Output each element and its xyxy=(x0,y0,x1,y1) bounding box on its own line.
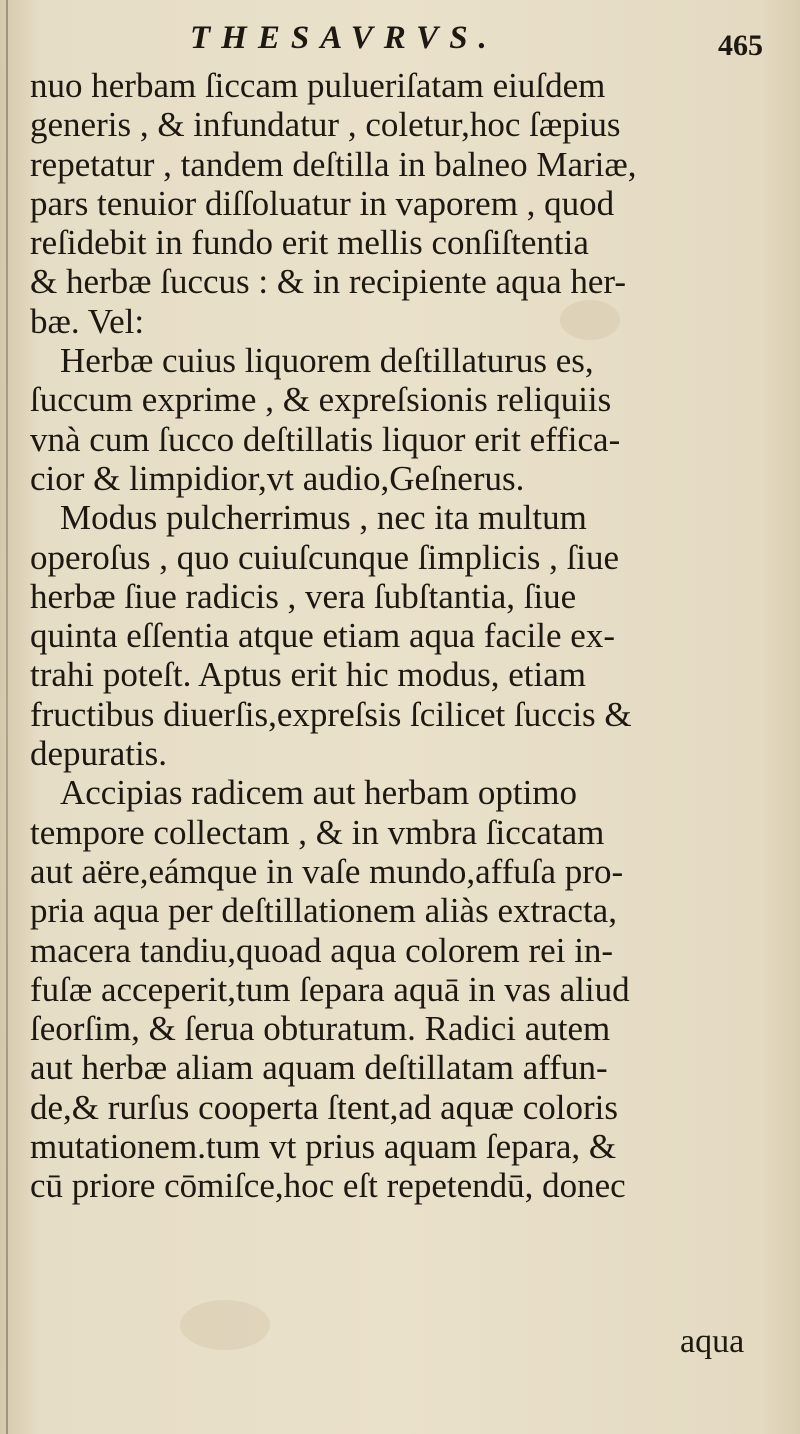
text-line: cior & limpidior,vt audio,Geſnerus. xyxy=(30,458,525,498)
text-line: depuratis. xyxy=(30,734,168,774)
text-line: fructibus diuerſis,expreſsis ſcilicet ſuccis & xyxy=(30,694,632,734)
text-line: tempore collectam , & in vmbra ſiccatam xyxy=(30,812,605,852)
text-line: repetatur , tandem deſtilla in balneo Mariæ, xyxy=(30,144,637,184)
text-line: fuſæ acceperit,tum ſepara aquā in vas aliud xyxy=(30,969,630,1009)
text-line: vnà cum ſucco deſtillatis liquor erit effica- xyxy=(30,419,621,459)
running-title: THESAVRVS. xyxy=(190,20,498,56)
text-line: nuo herbam ſiccam pulueriſatam eiuſdem xyxy=(30,66,606,105)
text-line: pria aqua per deſtillationem aliàs extracta, xyxy=(30,891,617,931)
text-line: ſuccum exprime , & expreſsionis reliquiis xyxy=(30,380,612,420)
paragraph-start-line: Accipias radicem aut herbam optimo xyxy=(60,773,578,813)
paragraph-start-line: Herbæ cuius liquorem deſtillaturus es, xyxy=(60,341,594,381)
text-line: macera tandiu,quoad aqua colorem rei in- xyxy=(30,930,614,970)
text-line: aut aëre,eámque in vaſe mundo,affuſa pro- xyxy=(30,851,624,891)
text-line: trahi poteſt. Aptus erit hic modus, etiam xyxy=(30,655,587,695)
text-line: operoſus , quo cuiuſcunque ſimplicis , ſiue xyxy=(30,537,620,577)
text-line: generis , & infundatur , coletur,hoc ſæpius xyxy=(30,105,621,145)
text-line: pars tenuior diſſoluatur in vaporem , quod xyxy=(30,183,615,223)
text-line: aut herbæ aliam aquam deſtillatam affun- xyxy=(30,1048,608,1088)
text-line: herbæ ſiue radicis , vera ſubſtantia, ſiue xyxy=(30,576,577,616)
text-line: ſeorſim, & ſerua obturatum. Radici autem xyxy=(30,1009,611,1049)
text-line: mutationem.tum vt prius aquam ſepara, & xyxy=(30,1127,617,1167)
text-line: cū priore cōmiſce,hoc eſt repetendū, donec xyxy=(30,1166,626,1206)
body-text xyxy=(30,66,780,1206)
text-line: & herbæ ſuccus : & in recipiente aqua her- xyxy=(30,262,627,302)
text-line: reſidebit in fundo erit mellis conſiſtentia xyxy=(30,223,589,263)
text-line: quinta eſſentia atque etiam aqua facile ex- xyxy=(30,616,615,656)
paper-stain xyxy=(180,1300,270,1350)
page-number: 465 xyxy=(718,29,763,62)
running-head xyxy=(0,14,800,62)
catchword: aqua xyxy=(680,1323,745,1360)
text-line: bæ. Vel: xyxy=(30,301,145,341)
gutter-shadow xyxy=(6,0,8,1434)
text-line: de,& rurſus cooperta ſtent,ad aquæ coloris xyxy=(30,1087,619,1127)
paragraph-start-line: Modus pulcherrimus , nec ita multum xyxy=(60,498,587,538)
